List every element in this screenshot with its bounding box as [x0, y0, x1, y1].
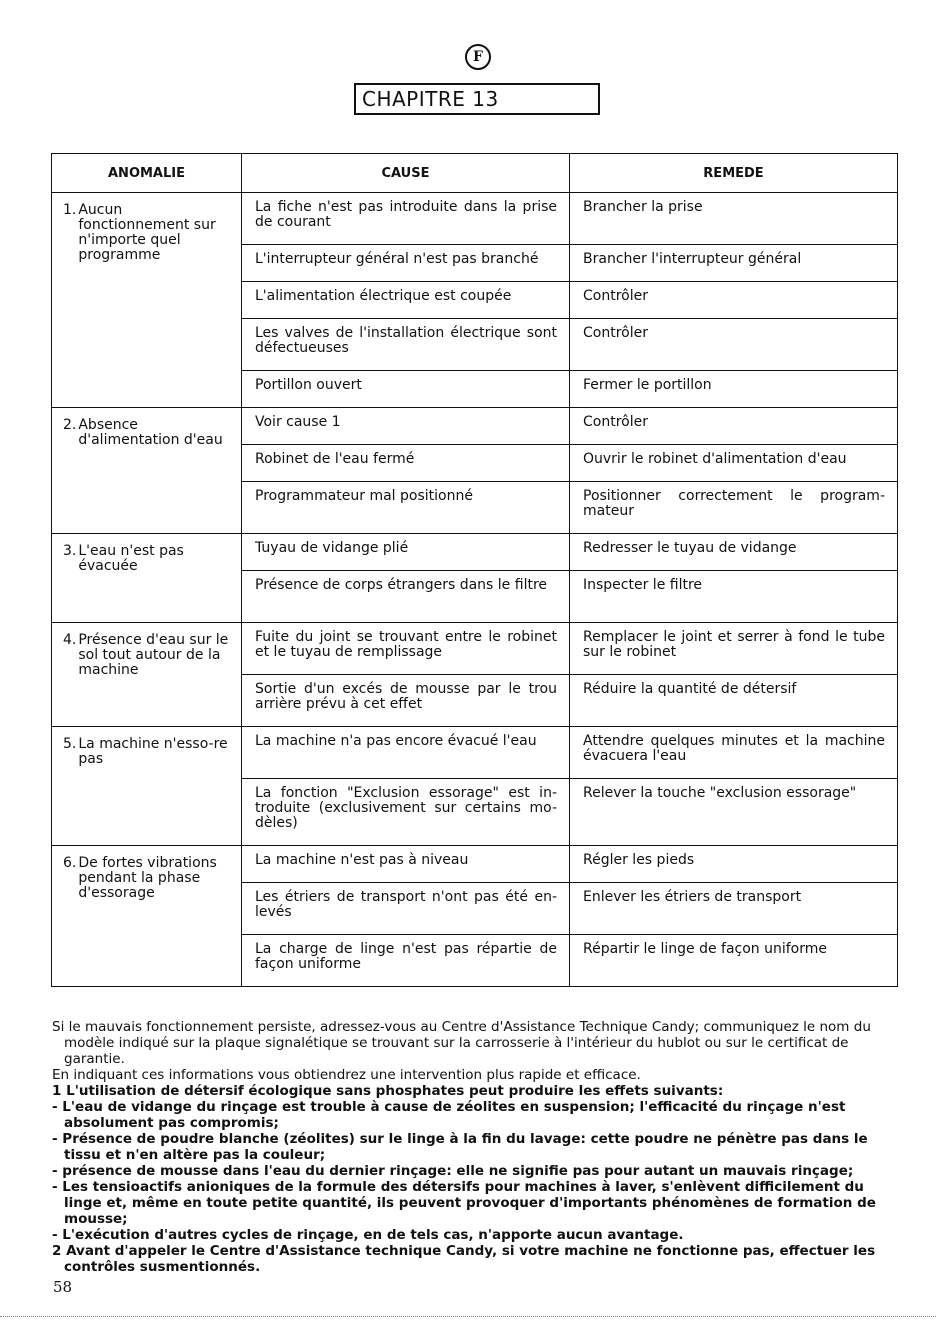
- remedy-cell: Fermer le portillon: [570, 371, 898, 408]
- table-row: [52, 846, 898, 883]
- anomaly-text: Présence d'eau sur le sol tout autour de la machine: [78, 632, 229, 678]
- cause-cell: L'interrupteur général n'est pas branché: [242, 245, 570, 282]
- cause-cell: La machine n'est pas à niveau: [242, 846, 570, 883]
- note-item: 2 Avant d'appeler le Centre d'Assistance technique Candy, si votre machine ne fonctionne pas, effectuer les contrôles susmentionnés.: [52, 1243, 876, 1275]
- header-anomaly: ANOMALIE: [52, 154, 242, 193]
- cause-cell: Les étriers de transport n'ont pas été en-levés: [242, 883, 570, 935]
- anomaly-cell: [52, 534, 242, 623]
- anomaly-item: [63, 737, 233, 767]
- anomaly-number: 4.: [63, 632, 77, 648]
- language-badge: F: [465, 44, 491, 70]
- header-cause: CAUSE: [242, 154, 570, 193]
- cause-cell: La machine n'a pas encore évacué l'eau: [242, 727, 570, 779]
- note-subitem: - Les tensioactifs anioniques de la formule des détersifs pour machines à laver, s'enlèvent difficilement du linge et, même en toute petite quantité, ils peuvent provoquer d'importants phénomènes de formation de mousse;: [52, 1179, 876, 1227]
- cause-cell: Programmateur mal positionné: [242, 482, 570, 534]
- remedy-cell: Enlever les étriers de transport: [570, 883, 898, 935]
- cause-cell: La fiche n'est pas introduite dans la prise de courant: [242, 193, 570, 245]
- anomaly-text: L'eau n'est pas évacuée: [78, 543, 184, 574]
- remedy-cell: Brancher l'interrupteur général: [570, 245, 898, 282]
- cause-cell: Présence de corps étrangers dans le filtre: [242, 571, 570, 623]
- anomaly-item: [63, 418, 233, 448]
- remedy-cell: Réduire la quantité de détersif: [570, 675, 898, 727]
- note-paragraph: En indiquant ces informations vous obtiendrez une intervention plus rapide et efficace.: [52, 1067, 641, 1083]
- cause-cell: L'alimentation électrique est coupée: [242, 282, 570, 319]
- anomaly-cell: [52, 623, 242, 727]
- cause-cell: Sortie d'un excés de mousse par le trou arrière prévu à cet effet: [242, 675, 570, 727]
- remedy-cell: Contrôler: [570, 282, 898, 319]
- anomaly-number: 6.: [63, 855, 77, 871]
- note-subitem: - L'eau de vidange du rinçage est trouble à cause de zéolites en suspension; l'efficacité du rinçage n'est absolument pas compromis;: [52, 1099, 846, 1131]
- anomaly-item: [63, 544, 233, 574]
- anomaly-item: [63, 856, 233, 901]
- cause-cell: Fuite du joint se trouvant entre le robinet et le tuyau de remplissage: [242, 623, 570, 675]
- anomaly-number: 1.: [63, 202, 77, 218]
- remedy-cell: Contrôler: [570, 319, 898, 371]
- troubleshooting-table: [51, 153, 898, 987]
- anomaly-text: La machine n'esso-re pas: [78, 736, 228, 767]
- anomaly-cell: [52, 727, 242, 846]
- cause-cell: Tuyau de vidange plié: [242, 534, 570, 571]
- header-remedy: REMEDE: [570, 154, 898, 193]
- anomaly-number: 3.: [63, 543, 77, 559]
- anomaly-number: 2.: [63, 417, 77, 433]
- anomaly-cell: [52, 408, 242, 534]
- table-row: [52, 193, 898, 245]
- table-row: [52, 727, 898, 779]
- table-row: [52, 623, 898, 675]
- cause-cell: La fonction "Exclusion essorage" est in-troduite (exclusivement sur certains mo-dèles): [242, 779, 570, 846]
- note-subitem: - présence de mousse dans l'eau du dernier rinçage: elle ne signifie pas pour autant un mauvais rinçage;: [52, 1163, 854, 1179]
- remedy-cell: Relever la touche "exclusion essorage": [570, 779, 898, 846]
- remedy-cell: Ouvrir le robinet d'alimentation d'eau: [570, 445, 898, 482]
- cause-cell: Robinet de l'eau fermé: [242, 445, 570, 482]
- anomaly-text: Absence d'alimentation d'eau: [78, 417, 223, 448]
- remedy-cell: Contrôler: [570, 408, 898, 445]
- remedy-cell: Inspecter le filtre: [570, 571, 898, 623]
- chapter-title: CHAPITRE 13: [354, 83, 600, 115]
- remedy-cell: Remplacer le joint et serrer à fond le tube sur le robinet: [570, 623, 898, 675]
- page-number: 58: [53, 1278, 73, 1296]
- cause-cell: La charge de linge n'est pas répartie de façon uniforme: [242, 935, 570, 987]
- anomaly-text: De fortes vibrations pendant la phase d'essorage: [78, 855, 217, 901]
- note-item: 1 L'utilisation de détersif écologique sans phosphates peut produire les effets suivants:: [52, 1083, 724, 1099]
- remedy-cell: Régler les pieds: [570, 846, 898, 883]
- remedy-cell: Brancher la prise: [570, 193, 898, 245]
- note-subitem: - L'exécution d'autres cycles de rinçage, en de tels cas, n'apporte aucun avantage.: [52, 1227, 684, 1243]
- anomaly-text: Aucun fonctionnement sur n'importe quel programme: [78, 202, 216, 263]
- remedy-cell: Redresser le tuyau de vidange: [570, 534, 898, 571]
- note-subitem: - Présence de poudre blanche (zéolites) sur le linge à la fin du lavage: cette poudre ne pénètre pas dans le tissu et n'en altère pas la couleur;: [52, 1131, 868, 1163]
- table-row: [52, 408, 898, 445]
- table-row: [52, 534, 898, 571]
- anomaly-item: [63, 633, 233, 678]
- notes-section: [52, 1019, 902, 1275]
- cause-cell: Voir cause 1: [242, 408, 570, 445]
- remedy-cell: Attendre quelques minutes et la machine évacuera l'eau: [570, 727, 898, 779]
- bottom-rule: [0, 1316, 936, 1317]
- note-paragraph: Si le mauvais fonctionnement persiste, adressez-vous au Centre d'Assistance Technique Candy; communiquez le nom du modèle indiqué sur la plaque signalétique se trouvant sur la carrosserie à l'intérieur du hublot ou sur le certificat de garantie.: [52, 1019, 871, 1067]
- table-body: [52, 193, 898, 987]
- anomaly-cell: [52, 193, 242, 408]
- anomaly-number: 5.: [63, 736, 77, 752]
- anomaly-cell: [52, 846, 242, 987]
- anomaly-item: [63, 203, 233, 263]
- cause-cell: Les valves de l'installation électrique sont défectueuses: [242, 319, 570, 371]
- table-header-row: [52, 154, 898, 193]
- remedy-cell: Répartir le linge de façon uniforme: [570, 935, 898, 987]
- remedy-cell: Positionner correctement le program-mateur: [570, 482, 898, 534]
- cause-cell: Portillon ouvert: [242, 371, 570, 408]
